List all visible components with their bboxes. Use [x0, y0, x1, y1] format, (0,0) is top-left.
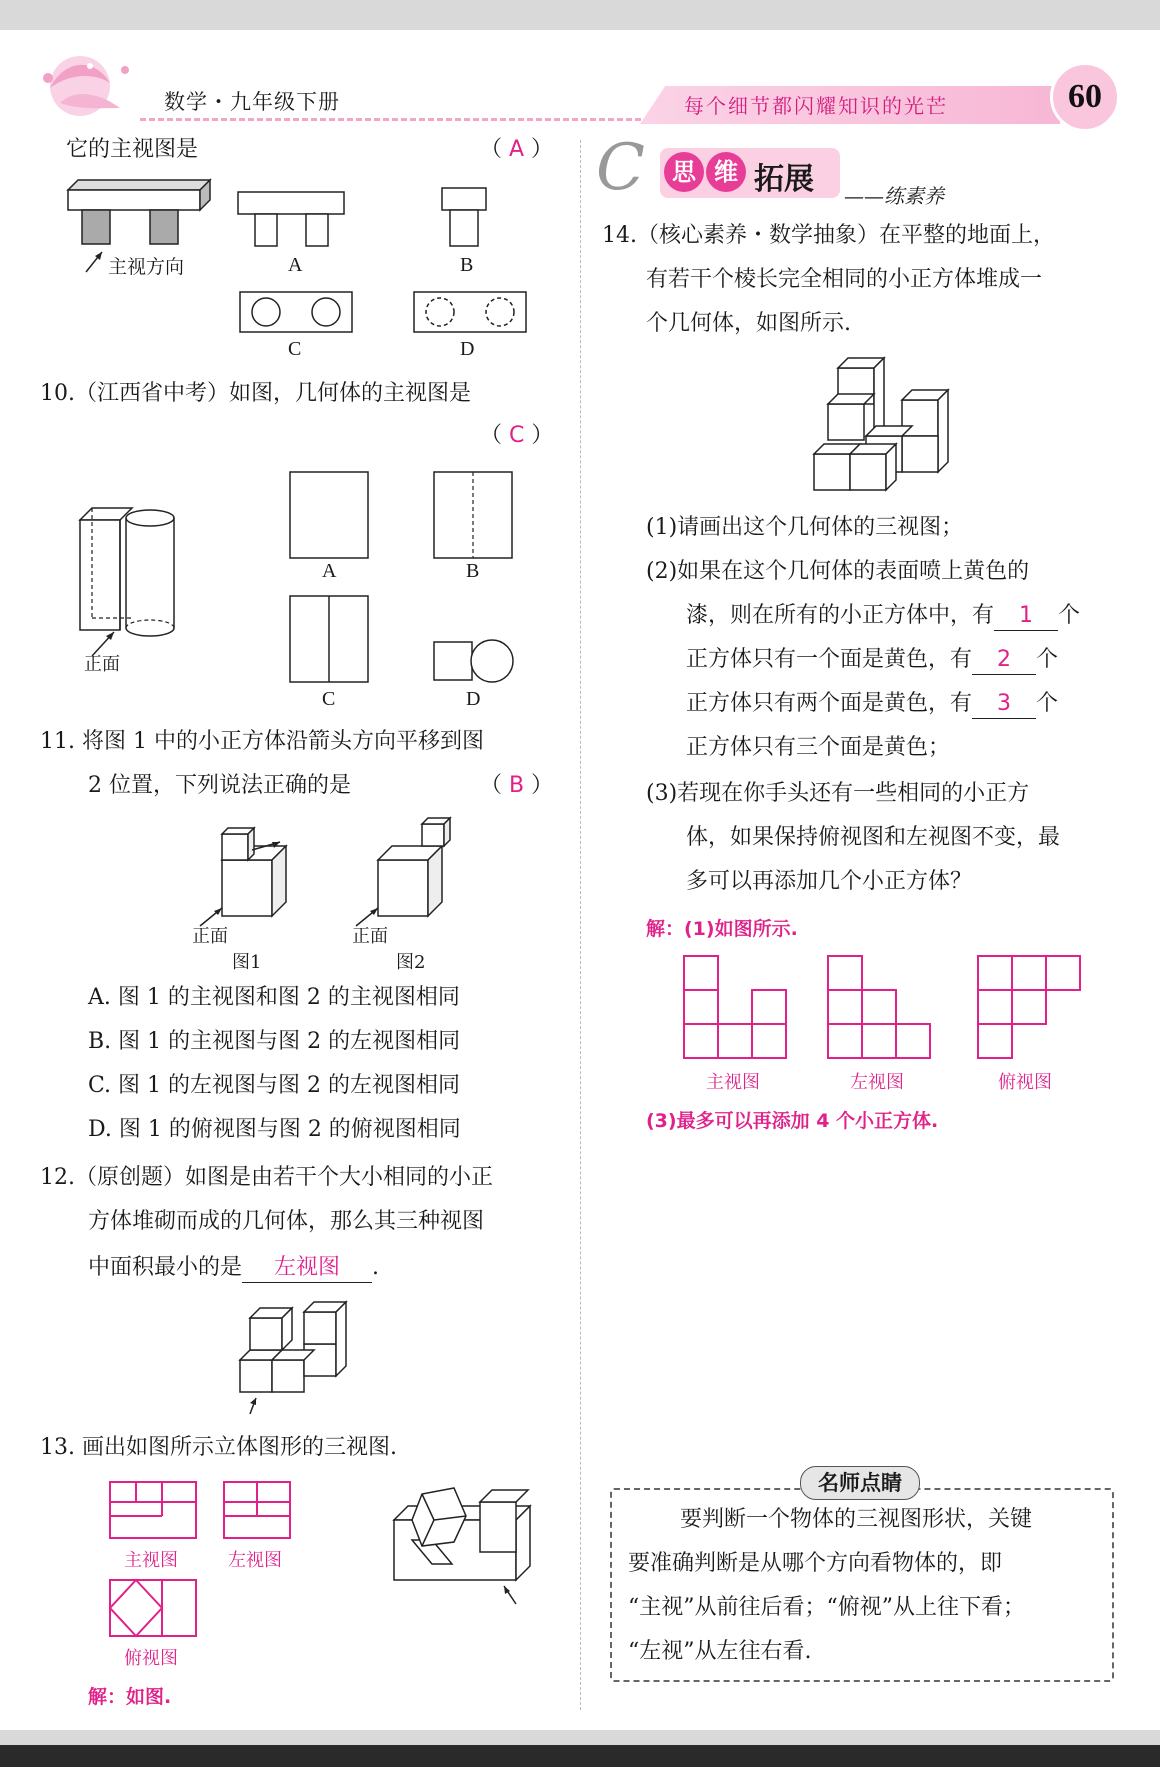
q12-figure — [236, 1296, 376, 1420]
floral-decoration-icon — [30, 48, 140, 128]
q10-option-a: A — [322, 560, 337, 582]
q12-line2: 方体堆砌而成的几何体，那么其三种视图 — [88, 1209, 485, 1234]
q14-part3-line2: 体，如果保持俯视图和左视图不变，最 — [686, 825, 1061, 850]
q12-line1: 12.（原创题）如图是由若干个大小相同的小正 — [40, 1165, 493, 1190]
q14-figure — [810, 354, 960, 500]
q11-front-label-1: 正面 — [192, 926, 228, 947]
section-letter: C — [596, 131, 645, 205]
tip-line-4: “左视”从左往右看. — [628, 1639, 812, 1664]
section-bubble-1: 思 — [664, 152, 704, 192]
section-bubble-2: 维 — [706, 152, 746, 192]
q11-figure — [190, 812, 480, 962]
q14-part2-line2 — [686, 602, 1080, 631]
q9-answer: A — [509, 137, 525, 162]
q13-solution: 解：如图. — [88, 1686, 172, 1708]
q14-p2-l4-pre: 正方体只有两个面是黄色，有 — [686, 691, 973, 716]
q9-option-c: C — [288, 338, 302, 360]
q14-part2-line5: 正方体只有三个面是黄色； — [686, 735, 951, 760]
q14-part3-line1: (3)若现在你手头还有一些相同的小正方 — [646, 781, 1030, 806]
q13-front-view-label: 主视图 — [124, 1550, 178, 1571]
motto-text: 每个细节都闪耀知识的光芒 — [684, 94, 948, 118]
q11-answer-bracket: （ B ） — [480, 773, 554, 798]
q9-option-d: D — [460, 338, 475, 360]
q10-figure — [70, 460, 540, 710]
q14-solution-3: (3)最多可以再添加 4 个小正方体. — [646, 1110, 939, 1132]
q14-p2-l4-post: 个 — [1036, 691, 1059, 716]
page-number: 60 — [1050, 62, 1120, 132]
q11-fig2-label: 图2 — [396, 952, 426, 973]
section-title: 拓展 — [754, 162, 814, 197]
q14-top-view-label: 俯视图 — [998, 1072, 1052, 1093]
q14-solution-1: 解：(1)如图所示. — [646, 918, 798, 940]
q11-choice-d: D. 图 1 的俯视图与图 2 的俯视图相同 — [88, 1117, 461, 1142]
q11-fig1-label: 图1 — [232, 952, 262, 973]
q14-front-view-label: 主视图 — [706, 1072, 760, 1093]
bottom-bar — [0, 1745, 1160, 1767]
tip-line-1: 要判断一个物体的三视图形状，关键 — [680, 1507, 1033, 1532]
q14-line3: 个几何体，如图所示. — [646, 311, 851, 336]
q14-p2-l3-post: 个 — [1036, 647, 1059, 672]
q14-blank-3: 3 — [972, 690, 1036, 719]
q14-left-view-label: 左视图 — [850, 1072, 904, 1093]
q14-part2-line4 — [686, 690, 1058, 719]
q14-blank-1: 1 — [994, 602, 1058, 631]
q11-line1: 11. 将图 1 中的小正方体沿箭头方向平移到图 — [40, 729, 484, 754]
q10-front-label: 正面 — [84, 654, 120, 675]
q14-p2-l2-post: 个 — [1058, 603, 1081, 628]
q11-front-label-2: 正面 — [352, 926, 388, 947]
q9-option-a: A — [288, 254, 303, 276]
q14-line1: 14.（核心素养・数学抽象）在平整的地面上， — [602, 223, 1055, 248]
q13-top-view-label: 俯视图 — [124, 1648, 178, 1669]
q12-line3-pre: 中面积最小的是 — [88, 1255, 243, 1280]
q10-answer: C — [509, 423, 525, 448]
q10-option-b: B — [466, 560, 480, 582]
q10-option-c: C — [322, 688, 336, 710]
q12-line3-post: . — [372, 1255, 380, 1280]
q14-part2-line1: (2)如果在这个几何体的表面喷上黄色的 — [646, 559, 1030, 584]
q13-text: 13. 画出如图所示立体图形的三视图. — [40, 1435, 397, 1460]
q13-left-view-label: 左视图 — [228, 1550, 282, 1571]
tip-label: 名师点睛 — [800, 1466, 920, 1500]
q9-text: 它的主视图是 — [66, 137, 199, 162]
q11-choice-b: B. 图 1 的主视图与图 2 的左视图相同 — [88, 1029, 461, 1054]
q9-answer-bracket: （ A ） — [480, 137, 554, 162]
q14-part3-line3: 多可以再添加几个小正方体？ — [686, 869, 973, 894]
q11-answer: B — [509, 773, 525, 798]
column-divider — [580, 140, 581, 1710]
q14-p2-l3-pre: 正方体只有一个面是黄色，有 — [686, 647, 973, 672]
q14-answer-views — [682, 954, 1082, 1062]
book-title: 数学・九年级下册 — [164, 90, 340, 114]
q12-line3 — [88, 1254, 379, 1283]
tip-line-2: 要准确判断是从哪个方向看物体的，即 — [628, 1551, 1003, 1576]
q12-answer: 左视图 — [242, 1254, 372, 1283]
q10-text: 10.（江西省中考）如图，几何体的主视图是 — [40, 381, 471, 406]
header-dashed-line — [140, 118, 650, 121]
q14-part1: (1)请画出这个几何体的三视图； — [646, 515, 964, 540]
q9-option-b: B — [460, 254, 474, 276]
q10-option-d: D — [466, 688, 481, 710]
q10-answer-bracket: （ C ） — [480, 423, 554, 448]
q14-line2: 有若干个棱长完全相同的小正方体堆成一 — [646, 267, 1043, 292]
q11-choice-a: A. 图 1 的主视图和图 2 的主视图相同 — [88, 985, 460, 1010]
q13-solid-figure — [392, 1480, 542, 1612]
section-subtitle: ——练素养 — [844, 184, 944, 208]
q14-p2-l2-pre: 漆，则在所有的小正方体中，有 — [686, 603, 995, 628]
q11-line2: 2 位置，下列说法正确的是 — [88, 773, 351, 798]
tip-line-3: “主视”从前往后看；“俯视”从上往下看； — [628, 1595, 1025, 1620]
q14-part2-line3 — [686, 646, 1058, 675]
q9-direction-label: 主视方向 — [108, 256, 185, 278]
q14-blank-2: 2 — [972, 646, 1036, 675]
q11-choice-c: C. 图 1 的左视图与图 2 的左视图相同 — [88, 1073, 461, 1098]
